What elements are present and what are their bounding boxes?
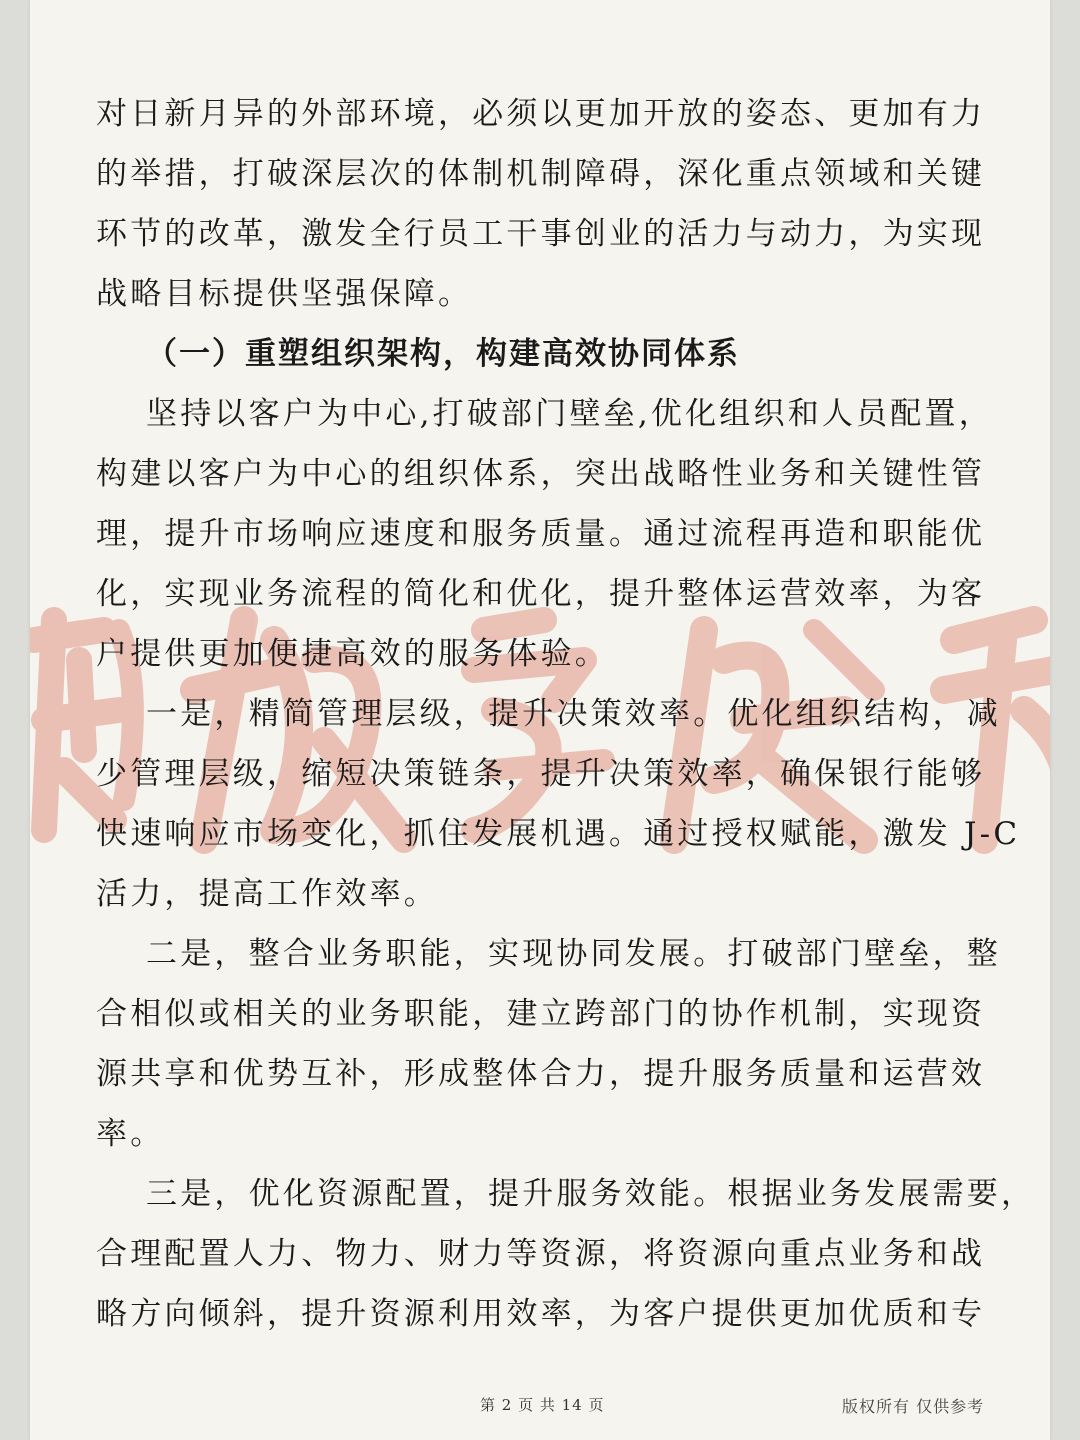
- body-line: 率。: [96, 1116, 165, 1152]
- body-line: 坚持以客户为中心,打破部门壁垒,优化组织和人员配置，: [146, 396, 993, 432]
- body-line: 二是，整合业务职能，实现协同发展。打破部门壁垒，整: [146, 936, 1001, 972]
- body-line: 源共享和优势互补，形成整体合力，提升服务质量和运营效: [96, 1056, 986, 1092]
- page-indicator: 第 2 页 共 14 页: [480, 1396, 605, 1414]
- body-line: 战略目标提供坚强保障。: [96, 276, 473, 312]
- body-line: 理，提升市场响应速度和服务质量。通过流程再造和职能优: [96, 516, 986, 552]
- document-body: [96, 84, 1036, 1344]
- copyright-notice: 版权所有 仅供参考: [842, 1397, 985, 1416]
- body-line: 环节的改革，激发全行员工干事创业的活力与动力，为实现: [96, 216, 986, 252]
- document-page: [30, 0, 1050, 1440]
- body-line: 少管理层级，缩短决策链条，提升决策效率，确保银行能够: [96, 756, 986, 792]
- body-line: 三是，优化资源配置，提升服务效能。根据业务发展需要，: [146, 1176, 1036, 1212]
- body-line: 一是，精简管理层级，提升决策效率。优化组织结构，减: [146, 696, 1001, 732]
- body-line: 合理配置人力、物力、财力等资源，将资源向重点业务和战: [96, 1236, 986, 1272]
- body-line: 对日新月异的外部环境，必须以更加开放的姿态、更加有力: [96, 96, 986, 132]
- body-line: 活力，提高工作效率。: [96, 876, 438, 912]
- body-line: 合相似或相关的业务职能，建立跨部门的协作机制，实现资: [96, 996, 986, 1032]
- body-line: 构建以客户为中心的组织体系，突出战略性业务和关键性管: [96, 456, 986, 492]
- body-line: 快速响应市场变化，抓住发展机遇。通过授权赋能，激发 J-C: [96, 816, 1021, 852]
- body-line: 化，实现业务流程的简化和优化，提升整体运营效率，为客: [96, 576, 986, 612]
- body-line: 户提供更加便捷高效的服务体验。: [96, 636, 609, 672]
- body-line: 略方向倾斜，提升资源利用效率，为客户提供更加优质和专: [96, 1296, 986, 1332]
- body-line: 的举措，打破深层次的体制机制障碍，深化重点领域和关键: [96, 156, 986, 192]
- section-heading: （一）重塑组织架构，构建高效协同体系: [146, 336, 740, 372]
